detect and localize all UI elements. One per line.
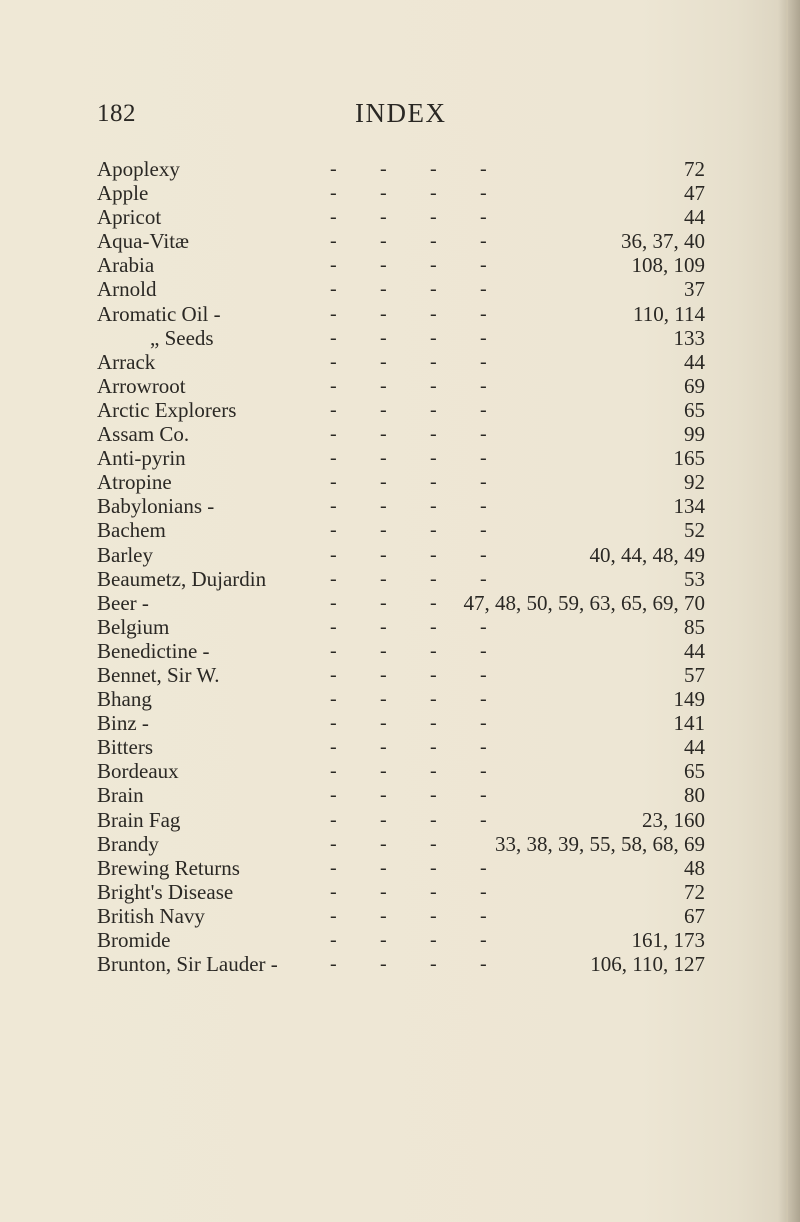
leader-dash: -: [330, 302, 337, 325]
leader-dash: -: [430, 688, 437, 711]
index-pages: 48: [684, 855, 705, 880]
leader-dash: -: [480, 230, 487, 253]
index-entry: [0, 422, 800, 446]
index-pages: 33, 38, 39, 55, 58, 68, 69: [495, 831, 705, 856]
leader-dash: -: [430, 471, 437, 494]
index-term: Brandy: [97, 831, 159, 856]
leader-dash: -: [330, 206, 337, 229]
leader-dash: -: [430, 663, 437, 686]
leader-dash: -: [330, 808, 337, 831]
leader-dash: -: [380, 567, 387, 590]
index-term: Anti-pyrin: [97, 446, 186, 471]
leader-dash: -: [480, 374, 487, 397]
leader-dash: -: [430, 953, 437, 976]
leader-dash: -: [330, 736, 337, 759]
leader-dash: -: [430, 880, 437, 903]
index-entry: [0, 398, 800, 422]
leader-dash: -: [430, 567, 437, 590]
index-term: Bitters: [97, 735, 153, 760]
leader-dash: -: [380, 784, 387, 807]
index-entry: [0, 904, 800, 928]
leader-dash: -: [380, 736, 387, 759]
leader-dash: -: [380, 182, 387, 205]
leader-dash: -: [330, 591, 337, 614]
index-term: Apoplexy: [97, 157, 180, 181]
leader-dash: -: [480, 929, 487, 951]
leader-dash: -: [480, 350, 487, 373]
index-term: Belgium: [97, 614, 170, 639]
leader-dash: -: [480, 880, 487, 903]
leader-dash: -: [380, 639, 387, 662]
leader-dash: -: [430, 856, 437, 879]
running-head: INDEX: [355, 98, 447, 128]
leader-dash: -: [430, 350, 437, 373]
index-entry: [0, 253, 800, 277]
leader-dash: -: [480, 953, 487, 976]
index-entry: [0, 615, 800, 639]
leader-dash: -: [430, 929, 437, 951]
leader-dash: -: [480, 206, 487, 229]
leader-dash: -: [480, 784, 487, 807]
leader-dash: -: [480, 158, 487, 180]
index-entry: [0, 687, 800, 711]
leader-dash: -: [480, 182, 487, 205]
index-term: Binz -: [97, 711, 149, 736]
leader-dash: -: [480, 495, 487, 518]
index-term: Arnold: [97, 277, 157, 302]
leader-dash: -: [430, 182, 437, 205]
leader-dash: -: [330, 567, 337, 590]
index-term: Bennet, Sir W.: [97, 662, 220, 687]
index-entry: [0, 880, 800, 904]
leader-dash: -: [430, 206, 437, 229]
index-entry: [0, 229, 800, 253]
leader-dash: -: [380, 808, 387, 831]
leader-dash: -: [430, 398, 437, 421]
index-entry: [0, 639, 800, 663]
leader-dash: -: [380, 880, 387, 903]
leader-dash: -: [430, 904, 437, 927]
leader-dash: -: [330, 856, 337, 879]
index-pages: 72: [684, 879, 705, 904]
leader-dash: -: [430, 784, 437, 807]
index-pages: 80: [684, 783, 705, 808]
leader-dash: -: [430, 423, 437, 446]
index-term: Bachem: [97, 518, 166, 543]
index-pages: 65: [684, 397, 705, 422]
leader-dash: -: [330, 423, 337, 446]
leader-dash: -: [430, 760, 437, 783]
leader-dash: -: [330, 543, 337, 566]
index-term: Benedictine -: [97, 638, 210, 663]
index-pages: 149: [673, 687, 705, 712]
index-entry: [0, 567, 800, 591]
leader-dash: -: [430, 302, 437, 325]
index-pages: 67: [684, 903, 705, 928]
index-entry: [0, 591, 800, 615]
leader-dash: -: [380, 953, 387, 976]
index-pages: 141: [673, 711, 705, 736]
index-term: Assam Co.: [97, 422, 190, 447]
leader-dash: -: [380, 760, 387, 783]
index-term: Brunton, Sir Lauder -: [97, 952, 278, 977]
index-pages: 23, 160: [642, 807, 705, 832]
leader-dash: -: [480, 856, 487, 879]
leader-dash: -: [330, 230, 337, 253]
index-pages: 134: [673, 494, 705, 519]
leader-dash: -: [430, 808, 437, 831]
index-entry: [0, 326, 800, 350]
leader-dash: -: [430, 374, 437, 397]
leader-dash: -: [330, 953, 337, 976]
index-pages: 36, 37, 40: [621, 229, 705, 254]
leader-dash: -: [430, 832, 437, 855]
index-pages: 65: [684, 759, 705, 784]
leader-dash: -: [330, 880, 337, 903]
leader-dash: -: [330, 760, 337, 783]
index-pages: 133: [673, 325, 705, 350]
leader-dash: -: [380, 302, 387, 325]
leader-dash: -: [380, 929, 387, 951]
index-pages: 165: [673, 446, 705, 471]
index-entry: [0, 735, 800, 759]
index-term: Aromatic Oil -: [97, 301, 221, 326]
leader-dash: -: [480, 326, 487, 349]
index-entry: [0, 302, 800, 326]
leader-dash: -: [330, 519, 337, 542]
leader-dash: -: [380, 278, 387, 301]
leader-dash: -: [330, 639, 337, 662]
index-term: Atropine: [97, 470, 172, 495]
leader-dash: -: [380, 158, 387, 180]
index-term: Babylonians -: [97, 494, 215, 519]
index-entry: [0, 518, 800, 542]
leader-dash: -: [480, 447, 487, 470]
leader-dash: -: [480, 639, 487, 662]
index-pages: 44: [684, 349, 705, 374]
leader-dash: -: [480, 278, 487, 301]
index-term: Bordeaux: [97, 759, 179, 784]
index-term: Barley: [97, 542, 153, 567]
leader-dash: -: [480, 471, 487, 494]
index-pages: 57: [684, 662, 705, 687]
index-term: Beaumetz, Dujardin: [97, 566, 267, 591]
index-entry: [0, 470, 800, 494]
index-entry: [0, 832, 800, 856]
index-entry: [0, 663, 800, 687]
index-entry: [0, 157, 800, 181]
leader-dash: -: [430, 543, 437, 566]
index-term: Bhang: [97, 687, 152, 712]
leader-dash: -: [380, 350, 387, 373]
index-term: Arctic Explorers: [97, 397, 237, 422]
leader-dash: -: [380, 254, 387, 277]
leader-dash: -: [380, 326, 387, 349]
index-pages: 44: [684, 735, 705, 760]
index-pages: 92: [684, 470, 705, 495]
leader-dash: -: [480, 808, 487, 831]
leader-dash: -: [330, 688, 337, 711]
index-pages: 72: [684, 157, 705, 181]
leader-dash: -: [480, 423, 487, 446]
leader-dash: -: [430, 519, 437, 542]
index-pages: 108, 109: [631, 253, 705, 278]
index-entry: [0, 181, 800, 205]
leader-dash: -: [330, 495, 337, 518]
leader-dash: -: [480, 663, 487, 686]
index-term: Brain: [97, 783, 144, 808]
leader-dash: -: [480, 543, 487, 566]
index-pages: 69: [684, 373, 705, 398]
index-pages: 44: [684, 205, 705, 230]
index-pages: 85: [684, 614, 705, 639]
leader-dash: -: [330, 158, 337, 180]
index-term: Brain Fag: [97, 807, 181, 832]
index-pages: 52: [684, 518, 705, 543]
index-pages: 44: [684, 638, 705, 663]
leader-dash: -: [480, 567, 487, 590]
index-pages: 53: [684, 566, 705, 591]
index-term: Apple: [97, 181, 149, 206]
leader-dash: -: [380, 447, 387, 470]
leader-dash: -: [380, 206, 387, 229]
leader-dash: -: [330, 374, 337, 397]
leader-dash: -: [330, 712, 337, 735]
index-pages: 99: [684, 422, 705, 447]
leader-dash: -: [380, 543, 387, 566]
leader-dash: -: [330, 182, 337, 205]
index-term: Beer -: [97, 590, 149, 615]
leader-dash: -: [480, 302, 487, 325]
index-pages: 106, 110, 127: [590, 952, 705, 977]
leader-dash: -: [380, 856, 387, 879]
leader-dash: -: [380, 712, 387, 735]
leader-dash: -: [380, 832, 387, 855]
leader-dash: -: [480, 712, 487, 735]
leader-dash: -: [330, 615, 337, 638]
leader-dash: -: [480, 760, 487, 783]
leader-dash: -: [380, 495, 387, 518]
leader-dash: -: [330, 904, 337, 927]
leader-dash: -: [380, 688, 387, 711]
index-entry: [0, 759, 800, 783]
leader-dash: -: [430, 254, 437, 277]
page-number: 182: [97, 100, 136, 127]
leader-dash: -: [430, 591, 437, 614]
index-pages: 110, 114: [633, 301, 705, 326]
leader-dash: -: [480, 688, 487, 711]
leader-dash: -: [480, 398, 487, 421]
leader-dash: -: [430, 639, 437, 662]
leader-dash: -: [430, 736, 437, 759]
index-pages: 47, 48, 50, 59, 63, 65, 69, 70: [463, 590, 705, 615]
leader-dash: -: [330, 663, 337, 686]
index-term: „ Seeds: [150, 325, 214, 350]
index-term: Aqua-Vitæ: [97, 229, 190, 254]
index-entries: [0, 157, 800, 976]
leader-dash: -: [330, 398, 337, 421]
index-entry: [0, 446, 800, 470]
index-entry: [0, 711, 800, 735]
index-term: Bright's Disease: [97, 879, 234, 904]
index-entry: [0, 277, 800, 301]
index-pages: 37: [684, 277, 705, 302]
index-entry: [0, 350, 800, 374]
leader-dash: -: [330, 254, 337, 277]
index-term: Bromide: [97, 928, 171, 952]
index-entry: [0, 808, 800, 832]
index-term: Brewing Returns: [97, 855, 240, 880]
leader-dash: -: [430, 326, 437, 349]
leader-dash: -: [330, 278, 337, 301]
leader-dash: -: [380, 519, 387, 542]
leader-dash: -: [380, 471, 387, 494]
leader-dash: -: [380, 423, 387, 446]
leader-dash: -: [380, 591, 387, 614]
page-header: [0, 100, 800, 140]
index-term: Arrack: [97, 349, 156, 374]
leader-dash: -: [430, 712, 437, 735]
index-entry: [0, 374, 800, 398]
index-term: Arrowroot: [97, 373, 186, 398]
index-term: Apricot: [97, 205, 162, 230]
index-entry: [0, 928, 800, 952]
leader-dash: -: [380, 663, 387, 686]
leader-dash: -: [330, 447, 337, 470]
index-term: Arabia: [97, 253, 155, 278]
index-pages: 40, 44, 48, 49: [589, 542, 705, 567]
leader-dash: -: [380, 398, 387, 421]
index-entry: [0, 543, 800, 567]
leader-dash: -: [430, 230, 437, 253]
leader-dash: -: [430, 615, 437, 638]
index-entry: [0, 952, 800, 976]
index-entry: [0, 783, 800, 807]
leader-dash: -: [480, 736, 487, 759]
leader-dash: -: [330, 350, 337, 373]
leader-dash: -: [430, 495, 437, 518]
leader-dash: -: [330, 929, 337, 951]
leader-dash: -: [330, 784, 337, 807]
index-entry: [0, 494, 800, 518]
leader-dash: -: [430, 158, 437, 180]
leader-dash: -: [480, 615, 487, 638]
leader-dash: -: [430, 278, 437, 301]
index-pages: 47: [684, 181, 705, 206]
leader-dash: -: [480, 904, 487, 927]
leader-dash: -: [330, 326, 337, 349]
leader-dash: -: [380, 904, 387, 927]
leader-dash: -: [430, 447, 437, 470]
leader-dash: -: [380, 374, 387, 397]
leader-dash: -: [480, 254, 487, 277]
index-entry: [0, 856, 800, 880]
leader-dash: -: [380, 615, 387, 638]
index-term: British Navy: [97, 903, 205, 928]
index-entry: [0, 205, 800, 229]
leader-dash: -: [330, 471, 337, 494]
leader-dash: -: [480, 519, 487, 542]
leader-dash: -: [380, 230, 387, 253]
index-pages: 161, 173: [631, 928, 705, 952]
leader-dash: -: [330, 832, 337, 855]
